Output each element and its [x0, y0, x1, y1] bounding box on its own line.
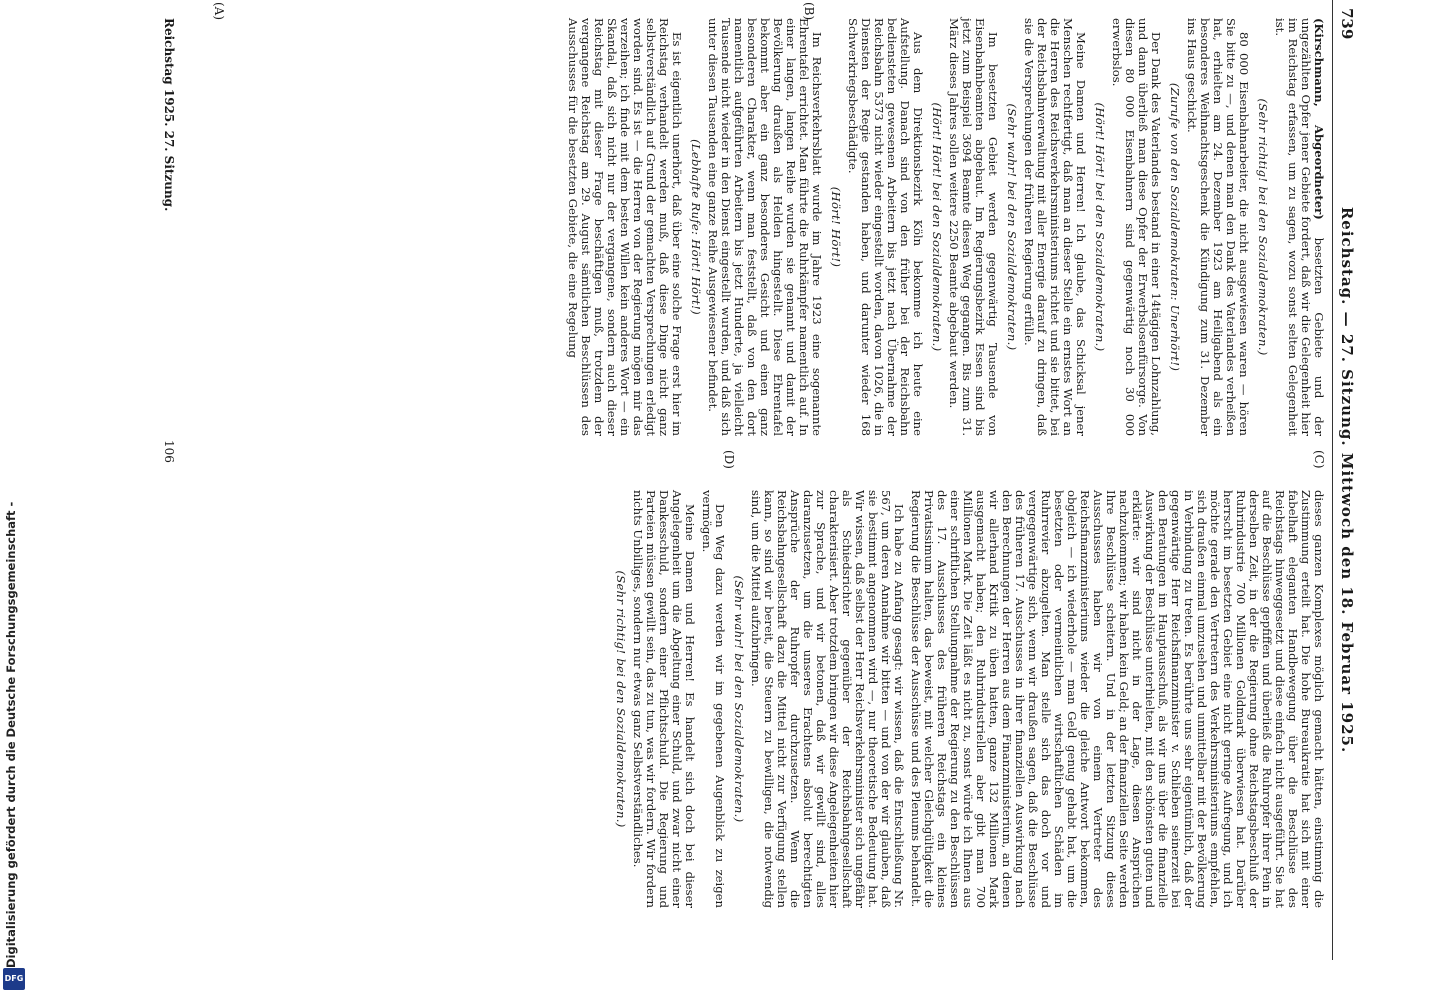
paragraph: 80 000 Eisenbahnarbeiter, die nicht ausgewiesen waren — hören Sie bitte zu —, und denen man den Dank des Vaterlandes verheißen hat, erhielten am 24. Dezember 1923 am Heiligabend als ein besonderes Weihnachtsgeschenk die Kündigung zum 31. Dezember ins Haus geschickt. — [1185, 18, 1251, 436]
margin-mark-b: (B) — [802, 2, 816, 21]
margin-mark-a: (A) — [212, 2, 226, 21]
side-attribution-strip — [0, 0, 28, 1000]
interjection: (Lebhafte Rufe: Hört! Hört!) — [689, 139, 703, 315]
paragraph: Aus dem Direktionsbezirk Köln bekomme ich heute eine Aufstellung. Danach sind von den früher bei der Reichsbahn bediensteten gewesenen Arbeitern bis jetzt nach Übernahme der Reichsbahn 5373 nicht wieder eingestellt worden, davon 1026, die in Diensten der Regie gestanden haben, und darunter wieder 168 Schwerkriegsbeschädigte. — [846, 18, 925, 436]
page-footer-number: 106 — [162, 440, 176, 463]
paragraph: Der Dank des Vaterlandes bestand in einer 14tägigen Lohnzahlung, und dann überließ man diese Opfer der Erwerbslosenfürsorge. Von diesen 80 000 Eisenbahnern sind gegenwärtig noch 30 000 erwerbslos. — [1110, 18, 1163, 436]
paragraph: dieses ganzen Komplexes möglich gemacht hätten, einstimmig die Zustimmung erteilt hat. Die hohe Bureaukratie hat sich mit einer fabelhaft eleganten Handbewegung über die Beschlüsse des Reichstags hinweggesetzt und diese einfach nicht ausgeführt. Sie hat auf die Beschlüsse gepfiffen und überließ die Ruhropfer ihrer Pein in derselben Zeit, in der die Regierung ohne Reichstagsbeschluß der Ruhrindustrie 700 Millionen Goldmark überwiesen hat. Darüber herrscht im besetzten Gebiet eine nicht geringe Aufregung, und ich möchte gerade den Vertretern des Verkehrsministeriums empfehlen, sich draußen einmal umzusehen und unmittelbar mit der Bevölkerung in Verbindung zu treten. Es berührte uns sehr eigentümlich, daß der gegenwärtige Herr Reichsfinanzminister v. Schlieben seinerzeit bei den Beratungen im Hauptausschuß, als wir uns über die finanzielle Auswirkung der Beschlüsse unterhielten, mit den schönsten guten und erklärte: wir sind nicht in der Lage, diesen Ansprüchen nachzukommen; wir haben kein Geld; an der finanziellen Seite werden Ihre Beschlüsse scheitern. Und in der letzten Sitzung dieses Ausschusses haben wir von einem Vertreter des Reichsfinanzministeriums wieder die gleiche Antwort bekommen, obgleich — ich wiederhole — man Geld genug gehabt hat, um die besetzten oder vermeintlichen wirtschaftlichen Schäden im Ruhrrevier abzugelten. Man stelle sich das doch vor und vergegenwärtige sich, wenn wir draußen sagen, daß die Beschlüsse des früheren 17. Ausschusses in ihrer finanziellen Auswirkung nach den Berechnungen der Herren aus dem Finanzministerium, an denen wir allerhand Kritik zu üben hatten, ganze 132 Millionen Mark ausgemacht haben; den Ruhrindustriellen aber gibt man 700 Millionen Mark. Die Zeit läßt es nicht zu, sonst würde ich Ihnen aus einer schriftlichen Stellungnahme der Regierung zu den Beschlüssen des 17. Ausschusses des früheren Reichstags ein kleines Privatissimum halten, das beweist, mit welcher Gleichgültigkeit die Regierung die Beschlüsse der Ausschüsse und des Plenums behandelt. — [909, 490, 1326, 908]
left-column — [185, 18, 1325, 436]
interjection: (Zurufe von den Sozialdemokraten: Unerhört!) — [1168, 82, 1182, 372]
right-column — [185, 490, 1325, 908]
margin-mark-d: (D) — [722, 450, 736, 469]
rotated-document — [105, 0, 1355, 960]
interjection: (Hört! Hört!) — [829, 186, 843, 268]
paragraph: Meine Damen und Herren! Es handelt sich doch bei dieser Angelegenheit um die Abgeltung einer Schuld, und zwar nicht einer Dankesschuld, sondern einer Pflichtschuld. Die Regierung und Parteien müssen gewillt sein, das zu tun, was wir fordern. Wir fordern nichts Unbilliges, sondern nur etwas ganz Selbstverständliches. — [631, 490, 697, 908]
page-header — [1332, 0, 1355, 960]
interjection: (Sehr richtig! bei den Sozialdemokraten.) — [1256, 98, 1270, 356]
paragraph: Meine Damen und Herren! Ich glaube, das Schicksal jener Menschen rechtfertigt, daß man an dieser Stelle ein ernstes Wort an die Herren des Reichsverkehrsministeriums richtet und sie bittet, bei der Reichsbahnverwaltung mit aller Energie darauf zu dringen, daß sie die Versprechungen der früheren Regierung erfülle. — [1022, 18, 1088, 436]
margin-mark-c: (C) — [1312, 450, 1326, 469]
paragraph: Im Reichsverkehrsblatt wurde im Jahre 1923 eine sogenannte Ehrentafel errichtet. Man führte die Ruhrkämpfer namentlich auf. In einer langen, langen Reihe wurden sie genannt und damit der Bevölkerung draußen als Helden hingestellt. Diese Ehrentafel bekommt aber ein ganz besonderes Gesicht und einen ganz besonderen Charakter, wenn man feststellt, daß von den dort namentlich aufgeführten Arbeitern bis jetzt Hunderte, ja vielleicht Tausende nicht wieder in den Dienst eingestellt wurden, und daß sich unter diesen Tausenden eine ganze Reihe Ausgewiesener befindet. — [706, 18, 824, 436]
interjection: (Hört! Hört! bei den Sozialdemokraten.) — [1093, 102, 1107, 352]
page-number: 739 — [1338, 8, 1356, 40]
interjection: (Sehr richtig! bei den Sozialdemokraten.) — [614, 570, 628, 828]
interjection: (Sehr wahr! bei den Sozialdemokraten.) — [1005, 103, 1019, 351]
funding-attribution: Digitalisierung gefördert durch die Deutsche Forschungsgemeinschaft - — [4, 501, 18, 968]
interjection: (Sehr wahr! bei den Sozialdemokraten.) — [732, 575, 746, 823]
page-footer-session: Reichstag 1925. 27. Sitzung. — [162, 18, 176, 212]
interjection: (Hört! Hört! bei den Sozialdemokraten.) — [930, 102, 944, 352]
paragraph — [1273, 18, 1325, 436]
page-title: Reichstag. — 27. Sitzung. Mittwoch den 18. Februar 1925. — [1338, 206, 1356, 754]
speaker-name: (Kirschmann, Abgeordneter) — [1312, 18, 1326, 220]
paragraph: Den Weg dazu werden wir im gegebenen Augenblick zu zeigen vermögen. — [700, 490, 727, 908]
paragraph-text: besetzten Gebiete und der ungezählten Opfer jener Gebiete fordert, daß wir die Gelegenheit hier im Reichstag erfassen, um zu sagen, wozu sonst selten Gelegenheit ist. — [1273, 18, 1326, 437]
paragraph: Ich habe zu Anfang gesagt: wir wissen, daß die Entschließung Nr. 567, um deren Annahme wir bitten — und von der wir glauben, daß sie bestimmt angenommen wird —, nur theoretische Bedeutung hat. Wir wissen, daß selbst der Herr Reichsverkehrsminister sich ungefähr als Schiedsrichter gegenüber der Reichsbahngesellschaft charakterisiert. Aber trotzdem bringen wir diese Angelegenheiten hier zur Sprache, und wir betonen, daß wir gewillt sind, alles daranzusetzen, um die unseres Erachtens absolut berechtigten Ansprüche der Ruhropfer durchzusetzen. Wenn die Reichsbahngesellschaft dazu die Mittel nicht zur Verfügung stellen kann, so sind wir bereit, die Steuern zu bewilligen, die notwendig sind, um die Mittel aufzubringen. — [749, 490, 906, 908]
dfg-logo: DFG — [3, 968, 25, 990]
paragraph: Im besetzten Gebiet werden gegenwärtig Tausende von Eisenbahnbeamten abgebaut. Im Regierungsbezirk Essen sind bis jetzt zum Beispiel 3694 Beamte diesen Weg gegangen. Bis zum 31. März dieses Jahres sollen weitere 2250 Beamte abgebaut werden. — [947, 18, 1000, 436]
paragraph: Es ist eigentlich unerhört, daß über eine solche Frage erst hier im Reichstag verhandelt werden muß, daß diese Dinge nicht ganz selbstverständlich auf Grund der gemachten Versprechungen erledigt worden sind. Es ist — die Herren von der Regierung mögen mir das verzeihen; ich finde mit dem besten Willen kein anderes Wort — ein Skandal, daß sich nicht nur der vergangene, sondern auch dieser Reichstag mit dieser Frage beschäftigen muß, trotzdem der vergangene Reichstag am 29. August sämtlichen Beschlüssen des Ausschusses für die besetzten Gebiete, die eine Regelung — [566, 18, 684, 436]
